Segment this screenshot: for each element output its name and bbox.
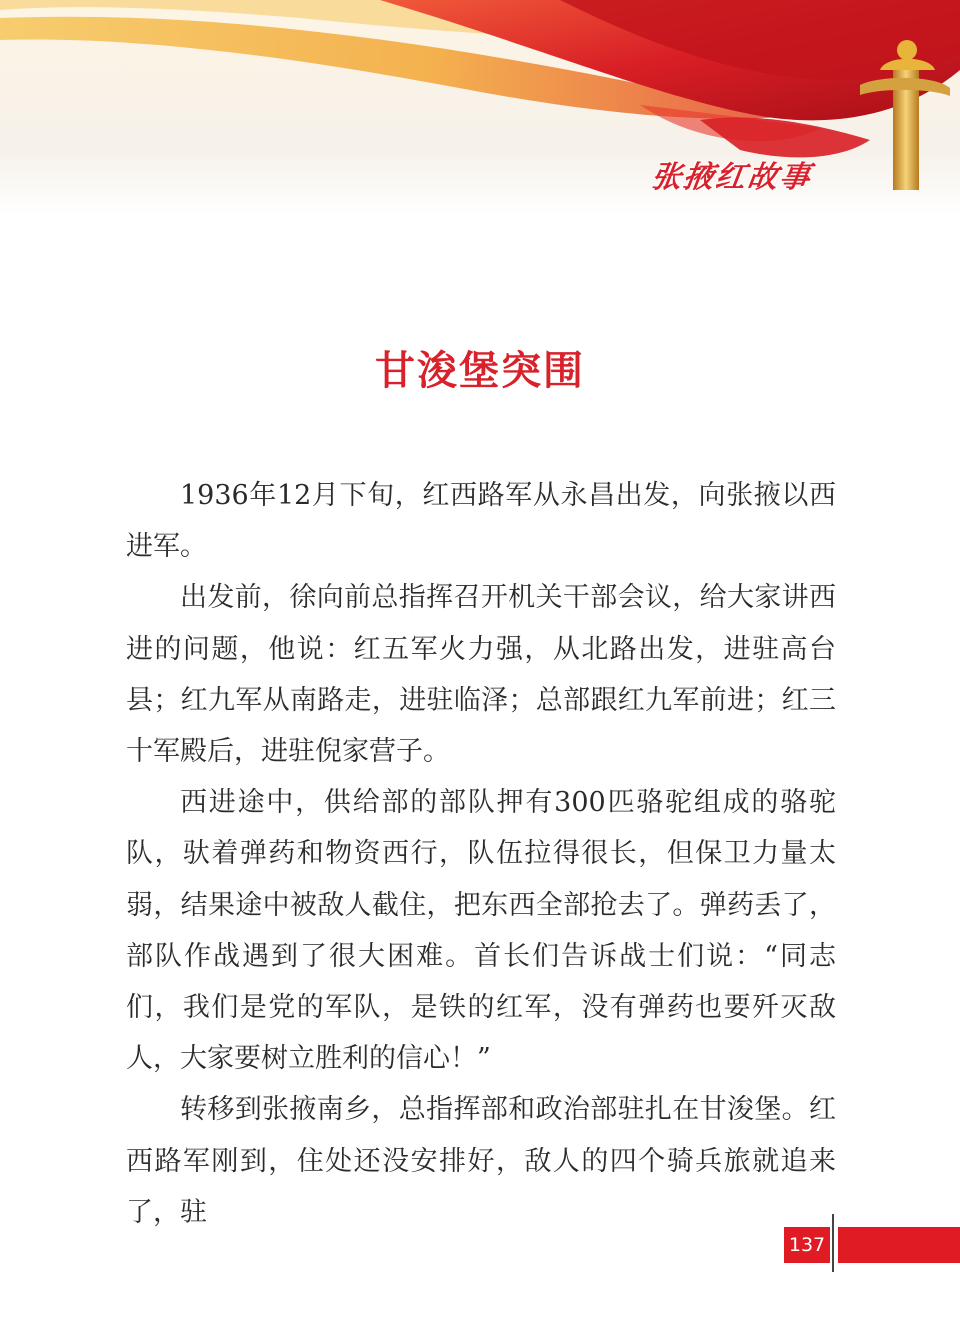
- header-banner: [0, 0, 960, 215]
- huabiao-lion: [897, 40, 917, 60]
- header-decoration: [0, 0, 960, 215]
- folio-bar: [838, 1227, 960, 1263]
- paragraph-4: 转移到张掖南乡，总指挥部和政治部驻扎在甘浚堡。红西路军刚到，住处还没安排好，敌人的四个骑兵旅就追来了，驻: [126, 1094, 836, 1228]
- series-title: 张掖红故事: [649, 160, 814, 195]
- article-body: [126, 470, 836, 1238]
- folio-divider: [832, 1214, 834, 1272]
- paragraph-1: 1936年12月下旬，红西路军从永昌出发，向张掖以西进军。: [126, 480, 836, 563]
- paragraph-2: 出发前，徐向前总指挥召开机关干部会议，给大家讲西进的问题，他说：红五军火力强，从北路出发，进驻高台县；红九军从南路走，进驻临泽；总部跟红九军前进；红三十军殿后，进驻倪家营子。: [126, 582, 836, 768]
- page-title: 甘浚堡突围: [375, 347, 585, 394]
- page-number: 137: [784, 1227, 830, 1263]
- paragraph-3: 西进途中，供给部的部队押有300匹骆驼组成的骆驼队，驮着弹药和物资西行，队伍拉得很长，但保卫力量太弱，结果途中被敌人截住，把东西全部抢去了。弹药丢了，部队作战遇到了很大困难。首长们告诉战士们说：“同志们，我们是党的军队，是铁的红军，没有弹药也要歼灭敌人，大家要树立胜利的信心！”: [126, 787, 836, 1075]
